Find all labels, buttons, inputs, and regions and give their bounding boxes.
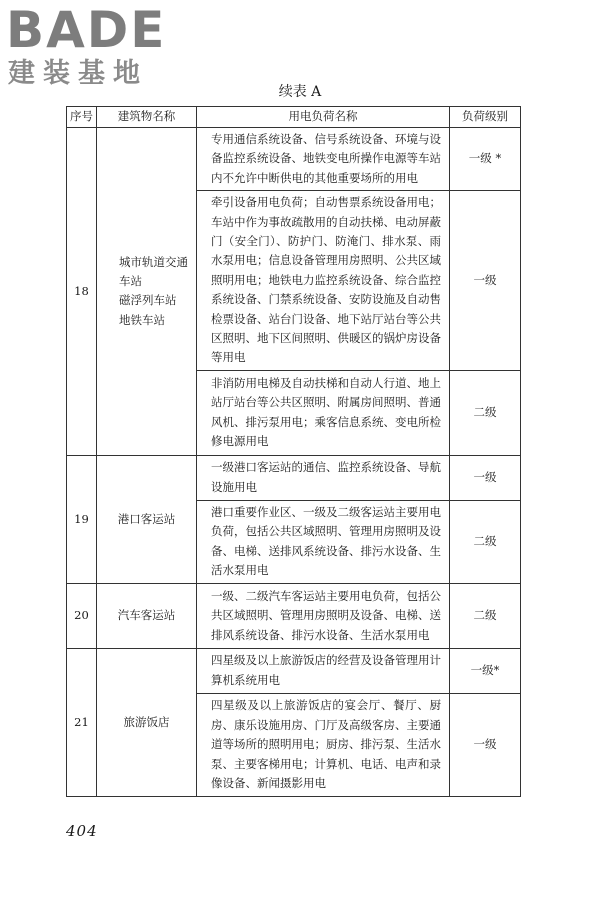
building-name: 汽车客运站 <box>97 583 197 648</box>
row-number: 20 <box>67 583 97 648</box>
header-load: 用电负荷名称 <box>197 107 450 128</box>
page-number: 404 <box>66 822 98 840</box>
table-caption: 续表 A <box>278 84 322 100</box>
load-description: 四星级及以上旅游饭店的经营及设备管理用计算机系统用电 <box>197 648 450 693</box>
load-grade: 一级 <box>450 191 521 371</box>
logo-wordmark: BADE <box>6 1 167 59</box>
load-grade: 二级 <box>450 370 521 455</box>
load-grade: 一级 * <box>450 128 521 191</box>
bade-logo <box>6 1 186 94</box>
load-description: 专用通信系统设备、信号系统设备、环境与设备监控系统设备、地铁变电所操作电源等车站内不允许中断供电的其他重要场所的用电 <box>197 128 450 191</box>
table-row <box>67 128 521 191</box>
table-row <box>67 648 521 693</box>
load-grade: 二级 <box>450 583 521 648</box>
load-grade: 二级 <box>450 500 521 583</box>
header-grade: 负荷级别 <box>450 107 521 128</box>
load-grade: 一级* <box>450 648 521 693</box>
logo-subtitle: 建装基地 <box>8 58 148 89</box>
building-name-line: 地铁车站 <box>119 312 165 327</box>
building-name-line: 城市轨道交通车站 <box>119 254 188 289</box>
building-name: 港口客运站 <box>97 455 197 583</box>
table-row <box>67 583 521 648</box>
building-name: 旅游饭店 <box>97 648 197 796</box>
row-number: 18 <box>67 128 97 456</box>
load-classification-table <box>66 106 521 797</box>
load-description: 非消防用电梯及自动扶梯和自动人行道、地上站厅站台等公共区照明、附属房间照明、普通风机、排污泵用电；乘客信息系统、变电所检修电源用电 <box>197 370 450 455</box>
load-grade: 一级 <box>450 455 521 500</box>
load-description: 一级港口客运站的通信、监控系统设备、导航设施用电 <box>197 455 450 500</box>
table-row <box>67 455 521 500</box>
load-description: 港口重要作业区、一级及二级客运站主要用电负荷，包括公共区域照明、管理用房照明及设备、电梯、送排风系统设备、排污水设备、生活水泵用电 <box>197 500 450 583</box>
building-name-line: 磁浮列车站 <box>119 293 177 308</box>
row-number: 21 <box>67 648 97 796</box>
header-name: 建筑物名称 <box>97 107 197 128</box>
load-description: 牵引设备用电负荷；自动售票系统设备用电；车站中作为事故疏散用的自动扶梯、电动屏蔽门（安全门）、防护门、防淹门、排水泵、雨水泵用电；信息设备管理用房照明、公共区域照明用电；地铁电力监控系统设备、综合监控系统设备、门禁系统设备、安防设施及自动售检票设备、站台门设备、地下站厅站台等公共区照明、地下区间照明、供暖区的锅炉房设备等用电 <box>197 191 450 371</box>
row-number: 19 <box>67 455 97 583</box>
header-num: 序号 <box>67 107 97 128</box>
building-name <box>97 128 197 456</box>
load-description: 四星级及以上旅游饭店的宴会厅、餐厅、厨房、康乐设施用房、门厅及高级客房、主要通道等场所的照明用电；厨房、排污泵、生活水泵、主要客梯用电；计算机、电话、电声和录像设备、新闻摄影用电 <box>197 693 450 796</box>
load-description: 一级、二级汽车客运站主要用电负荷，包括公共区域照明、管理用房照明及设备、电梯、送排风系统设备、排污水设备、生活水泵用电 <box>197 583 450 648</box>
table-header-row <box>67 107 521 128</box>
load-grade: 一级 <box>450 693 521 796</box>
